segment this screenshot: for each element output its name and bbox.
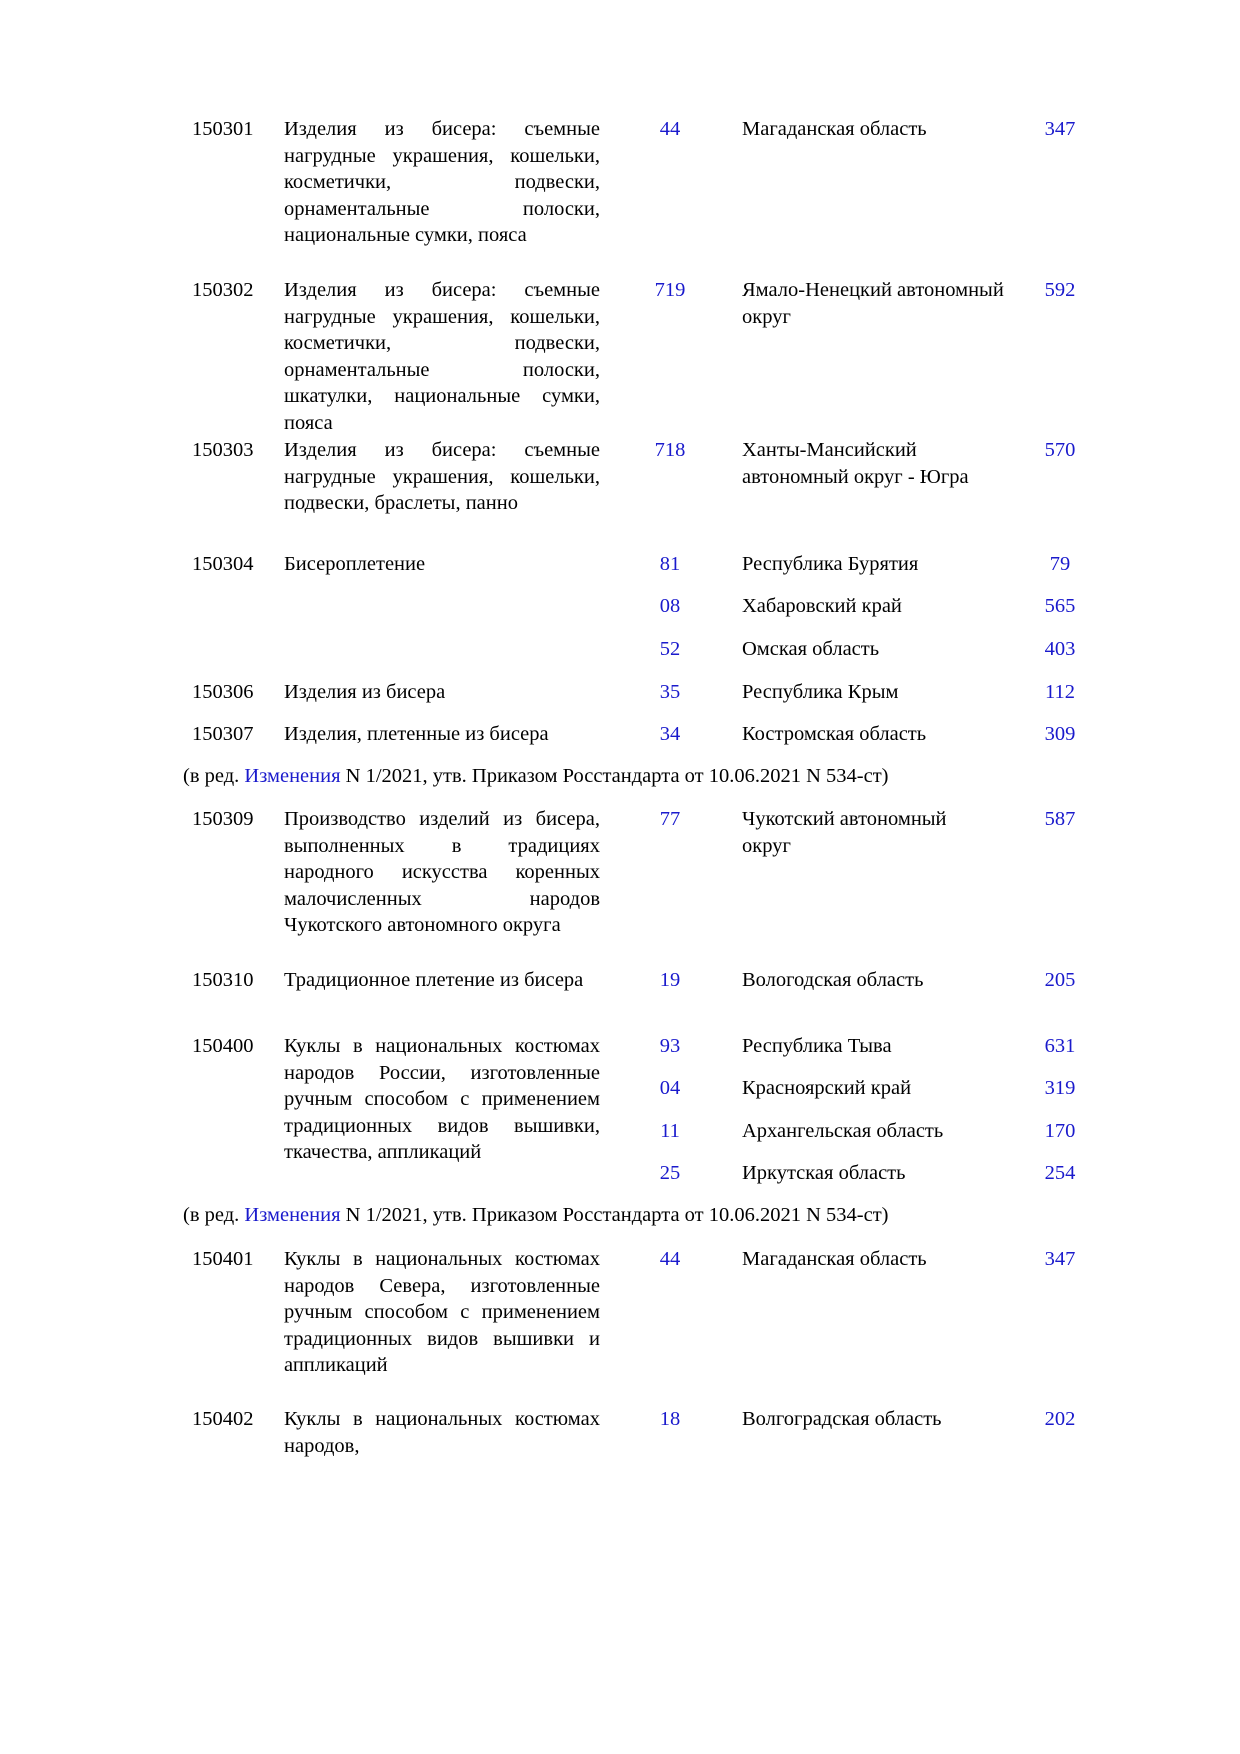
item-name: Бисероплетение [284, 553, 426, 575]
code-link[interactable]: 719 [654, 279, 686, 301]
region-name: Костромская область [742, 723, 927, 745]
item-name: Традиционное плетение из бисера [284, 969, 584, 991]
region-name: Ямало-Ненецкий автономный округ [742, 279, 1004, 328]
code-link[interactable]: 19 [659, 969, 681, 991]
region-code-link[interactable]: 254 [1044, 1162, 1076, 1184]
item-code: 150401 [192, 1248, 254, 1270]
item-name: Изделия, плетенные из бисера [284, 723, 549, 745]
code-link[interactable]: 81 [659, 553, 681, 575]
region-name: Вологодская область [742, 969, 924, 991]
item-name: Изделия из бисера: съемные нагрудные украшения, кошельки, подвески, браслеты, панно [284, 439, 600, 514]
code-link[interactable]: 34 [659, 723, 681, 745]
code-link[interactable]: 718 [654, 439, 686, 461]
item-code: 150303 [192, 439, 254, 461]
region-code-link[interactable]: 570 [1044, 439, 1076, 461]
region-name: Иркутская область [742, 1162, 906, 1184]
item-code: 150302 [192, 279, 254, 301]
region-name: Волгоградская область [742, 1408, 942, 1430]
revision-note [183, 763, 889, 790]
region-name: Республика Крым [742, 681, 899, 703]
item-name: Куклы в национальных костюмах народов, [284, 1408, 600, 1457]
item-code: 150310 [192, 969, 254, 991]
region-name: Хабаровский край [742, 595, 902, 617]
item-name: Производство изделий из бисера, выполненных в традициях народного искусства коренных малочисленных народов Чукотского автономного округа [284, 808, 600, 936]
revision-note-prefix: (в ред. [183, 765, 245, 787]
region-name: Ханты-Мансийский автономный округ - Югра [742, 439, 969, 488]
code-link[interactable]: 52 [659, 638, 681, 660]
item-code: 150304 [192, 553, 254, 575]
revision-note-suffix: N 1/2021, утв. Приказом Росстандарта от 10.06.2021 N 534-ст) [340, 765, 889, 787]
item-code: 150309 [192, 808, 254, 830]
region-code-link[interactable]: 309 [1044, 723, 1076, 745]
region-code-link[interactable]: 347 [1044, 118, 1076, 140]
region-code-link[interactable]: 403 [1044, 638, 1076, 660]
code-link[interactable]: 08 [659, 595, 681, 617]
item-name: Изделия из бисера: съемные нагрудные украшения, кошельки, косметички, подвески, орнаментальные полоски, национальные сумки, пояса [284, 118, 600, 246]
item-name: Изделия из бисера: съемные нагрудные украшения, кошельки, косметички, подвески, орнаментальные полоски, шкатулки, национальные сумки, пояса [284, 279, 600, 434]
region-code-link[interactable]: 205 [1044, 969, 1076, 991]
revision-note-prefix: (в ред. [183, 1204, 245, 1226]
region-code-link[interactable]: 565 [1044, 595, 1076, 617]
region-code-link[interactable]: 202 [1044, 1408, 1076, 1430]
item-name: Куклы в национальных костюмах народов Севера, изготовленные ручным способом с применением традиционных видов вышивки и аппликаций [284, 1248, 600, 1376]
region-code-link[interactable]: 112 [1045, 681, 1075, 703]
amendment-link[interactable]: Изменения [244, 1204, 341, 1226]
region-name: Чукотский автономный округ [742, 808, 947, 857]
item-code: 150400 [192, 1035, 254, 1057]
region-code-link[interactable]: 170 [1044, 1120, 1076, 1142]
item-code: 150307 [192, 723, 254, 745]
code-link[interactable]: 18 [659, 1408, 681, 1430]
region-code-link[interactable]: 592 [1044, 279, 1076, 301]
revision-note-suffix: N 1/2021, утв. Приказом Росстандарта от 10.06.2021 N 534-ст) [340, 1204, 889, 1226]
code-link[interactable]: 35 [659, 681, 681, 703]
region-code-link[interactable]: 631 [1044, 1035, 1076, 1057]
region-name: Красноярский край [742, 1077, 912, 1099]
region-code-link[interactable]: 319 [1044, 1077, 1076, 1099]
region-name: Омская область [742, 638, 880, 660]
code-link[interactable]: 04 [659, 1077, 681, 1099]
item-code: 150301 [192, 118, 254, 140]
item-name: Куклы в национальных костюмах народов России, изготовленные ручным способом с применением традиционных видов вышивки, ткачества, аппликаций [284, 1035, 600, 1163]
item-code: 150402 [192, 1408, 254, 1430]
region-code-link[interactable]: 587 [1044, 808, 1076, 830]
region-name: Архангельская область [742, 1120, 944, 1142]
item-code: 150306 [192, 681, 254, 703]
code-link[interactable]: 77 [659, 808, 681, 830]
region-name: Магаданская область [742, 118, 927, 140]
region-name: Магаданская область [742, 1248, 927, 1270]
code-link[interactable]: 25 [659, 1162, 681, 1184]
item-name: Изделия из бисера [284, 681, 446, 703]
revision-note [183, 1202, 889, 1229]
region-code-link[interactable]: 347 [1044, 1248, 1076, 1270]
code-link[interactable]: 44 [659, 1248, 681, 1270]
region-name: Республика Тыва [742, 1035, 892, 1057]
code-link[interactable]: 44 [659, 118, 681, 140]
code-link[interactable]: 11 [660, 1120, 680, 1142]
region-code-link[interactable]: 79 [1049, 553, 1071, 575]
amendment-link[interactable]: Изменения [244, 765, 341, 787]
code-link[interactable]: 93 [659, 1035, 681, 1057]
region-name: Республика Бурятия [742, 553, 919, 575]
